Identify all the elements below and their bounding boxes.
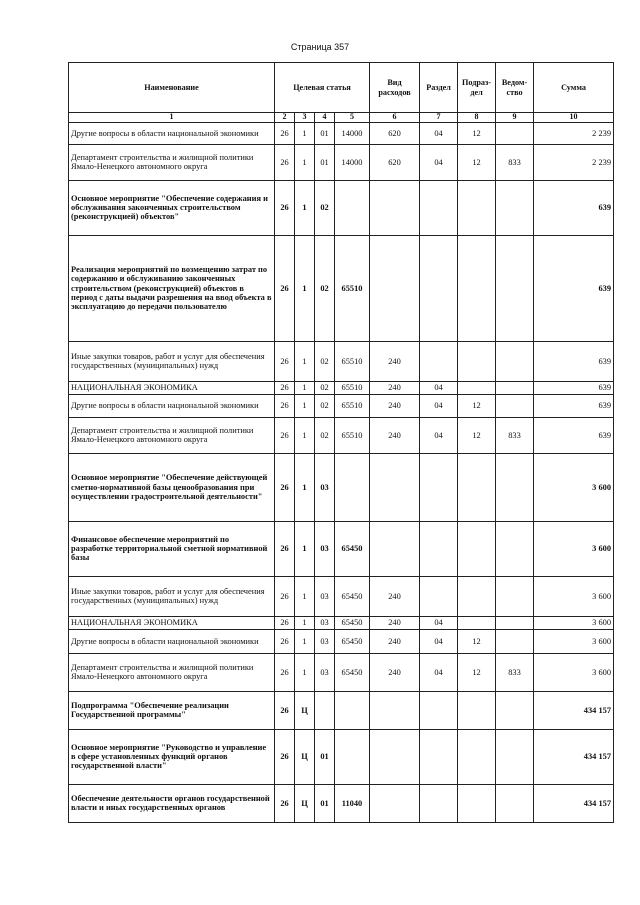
- row-department: [496, 576, 534, 616]
- row-code-activity: 02: [315, 180, 335, 235]
- row-code-activity: 01: [315, 784, 335, 822]
- row-code-activity: 01: [315, 729, 335, 784]
- row-department: [496, 784, 534, 822]
- row-name: Департамент строительства и жилищной политики Ямало-Ненецкого автономного округа: [69, 144, 275, 180]
- row-expense-type: 240: [370, 381, 420, 394]
- row-section: 04: [420, 629, 458, 653]
- row-code-subprogram: Ц: [295, 784, 315, 822]
- row-code-direction: 65450: [335, 653, 370, 691]
- row-expense-type: 240: [370, 394, 420, 417]
- row-department: 833: [496, 653, 534, 691]
- row-name: Департамент строительства и жилищной политики Ямало-Ненецкого автономного округа: [69, 653, 275, 691]
- row-code-subprogram: 1: [295, 453, 315, 521]
- column-number: 6: [370, 113, 420, 123]
- row-expense-type: [370, 691, 420, 729]
- row-expense-type: [370, 784, 420, 822]
- row-sum: 639: [534, 341, 614, 381]
- header-subsection: Подраз-дел: [458, 63, 496, 113]
- row-code-program: 26: [275, 784, 295, 822]
- row-code-direction: 14000: [335, 122, 370, 144]
- row-expense-type: 240: [370, 417, 420, 453]
- row-code-program: 26: [275, 521, 295, 576]
- table-row: [69, 784, 614, 822]
- row-code-activity: 03: [315, 653, 335, 691]
- row-code-direction: 65450: [335, 521, 370, 576]
- row-name: Подпрограмма "Обеспечение реализации Государственной программы": [69, 691, 275, 729]
- row-name: НАЦИОНАЛЬНАЯ ЭКОНОМИКА: [69, 616, 275, 629]
- row-expense-type: [370, 453, 420, 521]
- row-code-activity: 02: [315, 394, 335, 417]
- row-subsection: [458, 341, 496, 381]
- row-sum: 3 600: [534, 653, 614, 691]
- row-name: Другие вопросы в области национальной экономики: [69, 394, 275, 417]
- row-department: [496, 180, 534, 235]
- row-code-program: 26: [275, 144, 295, 180]
- column-number-row: [69, 113, 614, 123]
- column-number: 7: [420, 113, 458, 123]
- column-number: 8: [458, 113, 496, 123]
- row-sum: 2 239: [534, 144, 614, 180]
- row-expense-type: 240: [370, 341, 420, 381]
- row-code-program: 26: [275, 653, 295, 691]
- row-section: [420, 729, 458, 784]
- row-code-program: 26: [275, 417, 295, 453]
- row-code-program: 26: [275, 616, 295, 629]
- row-code-subprogram: 1: [295, 235, 315, 341]
- row-code-subprogram: 1: [295, 629, 315, 653]
- row-sum: 639: [534, 417, 614, 453]
- row-section: 04: [420, 394, 458, 417]
- row-code-direction: 11040: [335, 784, 370, 822]
- budget-table: [68, 62, 614, 823]
- table-row: [69, 417, 614, 453]
- row-name: Реализация мероприятий по возмещению затрат по содержанию и обслуживанию законченных строительством (реконструкцией) объектов в период с даты выдачи разрешения на ввод объекта в эксплуатацию до передачи пользователю: [69, 235, 275, 341]
- row-department: [496, 381, 534, 394]
- row-name: Основное мероприятие "Обеспечение действующей сметно-нормативной базы ценообразования при осуществлении градостроительной деятельности": [69, 453, 275, 521]
- row-name: Основное мероприятие "Обеспечение содержания и обслуживания законченных строительством (реконструкцией) объектов": [69, 180, 275, 235]
- row-code-activity: 01: [315, 144, 335, 180]
- row-code-subprogram: 1: [295, 521, 315, 576]
- row-sum: 3 600: [534, 616, 614, 629]
- row-sum: 434 157: [534, 691, 614, 729]
- row-name: Основное мероприятие "Руководство и управление в сфере установленных функций органов государственной власти": [69, 729, 275, 784]
- row-code-direction: 65510: [335, 417, 370, 453]
- header-expense-type: Вид расходов: [370, 63, 420, 113]
- row-section: [420, 691, 458, 729]
- table-row: [69, 629, 614, 653]
- row-code-activity: 02: [315, 381, 335, 394]
- row-code-subprogram: 1: [295, 417, 315, 453]
- row-code-program: 26: [275, 394, 295, 417]
- row-code-program: 26: [275, 180, 295, 235]
- table-header-row: [69, 63, 614, 113]
- row-section: [420, 235, 458, 341]
- row-code-activity: 01: [315, 122, 335, 144]
- row-code-program: 26: [275, 381, 295, 394]
- row-code-activity: 02: [315, 341, 335, 381]
- row-code-subprogram: 1: [295, 653, 315, 691]
- row-section: 04: [420, 653, 458, 691]
- row-name: Обеспечение деятельности органов государственной власти и иных государственных органов: [69, 784, 275, 822]
- row-section: [420, 453, 458, 521]
- row-code-activity: 03: [315, 576, 335, 616]
- table-row: [69, 235, 614, 341]
- row-department: [496, 235, 534, 341]
- row-department: [496, 629, 534, 653]
- row-code-direction: [335, 691, 370, 729]
- row-code-subprogram: 1: [295, 180, 315, 235]
- header-target-article: Целевая статья: [275, 63, 370, 113]
- row-sum: 3 600: [534, 576, 614, 616]
- row-expense-type: [370, 521, 420, 576]
- table-row: [69, 521, 614, 576]
- row-code-direction: 65510: [335, 235, 370, 341]
- column-number: 2: [275, 113, 295, 123]
- row-code-direction: 65510: [335, 341, 370, 381]
- row-expense-type: 620: [370, 144, 420, 180]
- row-expense-type: 240: [370, 629, 420, 653]
- row-code-subprogram: 1: [295, 394, 315, 417]
- row-department: [496, 453, 534, 521]
- row-section: 04: [420, 122, 458, 144]
- row-code-subprogram: 1: [295, 616, 315, 629]
- row-code-direction: 65510: [335, 394, 370, 417]
- row-sum: 3 600: [534, 521, 614, 576]
- table-row: [69, 616, 614, 629]
- row-subsection: 12: [458, 394, 496, 417]
- row-code-program: 26: [275, 235, 295, 341]
- row-name: Иные закупки товаров, работ и услуг для обеспечения государственных (муниципальных) нужд: [69, 576, 275, 616]
- row-expense-type: 620: [370, 122, 420, 144]
- row-sum: 2 239: [534, 122, 614, 144]
- row-code-subprogram: Ц: [295, 691, 315, 729]
- row-department: 833: [496, 144, 534, 180]
- row-department: [496, 122, 534, 144]
- row-code-program: 26: [275, 729, 295, 784]
- row-name: Иные закупки товаров, работ и услуг для обеспечения государственных (муниципальных) нужд: [69, 341, 275, 381]
- table-row: [69, 576, 614, 616]
- row-subsection: 12: [458, 417, 496, 453]
- row-department: [496, 729, 534, 784]
- table-row: [69, 729, 614, 784]
- row-section: 04: [420, 417, 458, 453]
- row-sum: 3 600: [534, 629, 614, 653]
- row-department: [496, 691, 534, 729]
- row-sum: 3 600: [534, 453, 614, 521]
- row-department: [496, 341, 534, 381]
- column-number: 9: [496, 113, 534, 123]
- row-section: [420, 576, 458, 616]
- row-expense-type: [370, 729, 420, 784]
- row-code-subprogram: 1: [295, 381, 315, 394]
- row-code-direction: 65450: [335, 616, 370, 629]
- row-code-activity: [315, 691, 335, 729]
- column-number: 3: [295, 113, 315, 123]
- row-subsection: [458, 453, 496, 521]
- row-section: [420, 341, 458, 381]
- table-row: [69, 144, 614, 180]
- row-sum: 434 157: [534, 784, 614, 822]
- table-row: [69, 453, 614, 521]
- row-code-direction: 65450: [335, 576, 370, 616]
- row-code-direction: 65510: [335, 381, 370, 394]
- row-code-direction: [335, 180, 370, 235]
- row-code-program: 26: [275, 576, 295, 616]
- row-code-direction: 14000: [335, 144, 370, 180]
- row-name: Другие вопросы в области национальной экономики: [69, 629, 275, 653]
- row-code-subprogram: Ц: [295, 729, 315, 784]
- row-code-activity: 02: [315, 235, 335, 341]
- row-department: [496, 394, 534, 417]
- row-expense-type: 240: [370, 576, 420, 616]
- header-department: Ведом-ство: [496, 63, 534, 113]
- row-code-direction: [335, 729, 370, 784]
- row-code-subprogram: 1: [295, 341, 315, 381]
- row-section: 04: [420, 616, 458, 629]
- table-row: [69, 691, 614, 729]
- row-code-subprogram: 1: [295, 576, 315, 616]
- row-subsection: 12: [458, 144, 496, 180]
- row-department: [496, 616, 534, 629]
- row-code-program: 26: [275, 691, 295, 729]
- row-subsection: 12: [458, 629, 496, 653]
- column-number: 5: [335, 113, 370, 123]
- column-number: 1: [69, 113, 275, 123]
- row-section: [420, 784, 458, 822]
- row-code-activity: 03: [315, 453, 335, 521]
- header-sum: Сумма: [534, 63, 614, 113]
- row-code-activity: 03: [315, 521, 335, 576]
- row-name: Другие вопросы в области национальной экономики: [69, 122, 275, 144]
- row-subsection: [458, 616, 496, 629]
- row-subsection: 12: [458, 653, 496, 691]
- row-code-program: 26: [275, 629, 295, 653]
- column-number: 4: [315, 113, 335, 123]
- row-department: 833: [496, 417, 534, 453]
- row-subsection: [458, 784, 496, 822]
- row-code-subprogram: 1: [295, 122, 315, 144]
- row-expense-type: [370, 235, 420, 341]
- row-code-activity: 03: [315, 629, 335, 653]
- row-subsection: [458, 180, 496, 235]
- row-subsection: [458, 381, 496, 394]
- row-sum: 639: [534, 394, 614, 417]
- row-subsection: [458, 729, 496, 784]
- row-section: 04: [420, 144, 458, 180]
- row-name: НАЦИОНАЛЬНАЯ ЭКОНОМИКА: [69, 381, 275, 394]
- row-subsection: [458, 691, 496, 729]
- table-row: [69, 653, 614, 691]
- header-name: Наименование: [69, 63, 275, 113]
- row-department: [496, 521, 534, 576]
- row-code-program: 26: [275, 122, 295, 144]
- row-expense-type: [370, 180, 420, 235]
- row-code-direction: 65450: [335, 629, 370, 653]
- row-code-activity: 03: [315, 616, 335, 629]
- table-row: [69, 341, 614, 381]
- column-number: 10: [534, 113, 614, 123]
- table-row: [69, 180, 614, 235]
- row-code-subprogram: 1: [295, 144, 315, 180]
- row-sum: 639: [534, 235, 614, 341]
- row-name: Финансовое обеспечение мероприятий по разработке территориальной сметной нормативной базы: [69, 521, 275, 576]
- table-row: [69, 122, 614, 144]
- row-section: [420, 180, 458, 235]
- row-section: 04: [420, 381, 458, 394]
- row-subsection: [458, 576, 496, 616]
- row-subsection: [458, 235, 496, 341]
- row-code-direction: [335, 453, 370, 521]
- row-subsection: 12: [458, 122, 496, 144]
- row-code-program: 26: [275, 341, 295, 381]
- header-section: Раздел: [420, 63, 458, 113]
- page-number: Страница 357: [290, 42, 350, 52]
- row-section: [420, 521, 458, 576]
- row-sum: 639: [534, 180, 614, 235]
- table-row: [69, 381, 614, 394]
- row-code-activity: 02: [315, 417, 335, 453]
- row-expense-type: 240: [370, 616, 420, 629]
- row-expense-type: 240: [370, 653, 420, 691]
- table-row: [69, 394, 614, 417]
- row-sum: 639: [534, 381, 614, 394]
- table-body: [69, 122, 614, 822]
- row-name: Департамент строительства и жилищной политики Ямало-Ненецкого автономного округа: [69, 417, 275, 453]
- row-sum: 434 157: [534, 729, 614, 784]
- row-code-program: 26: [275, 453, 295, 521]
- row-subsection: [458, 521, 496, 576]
